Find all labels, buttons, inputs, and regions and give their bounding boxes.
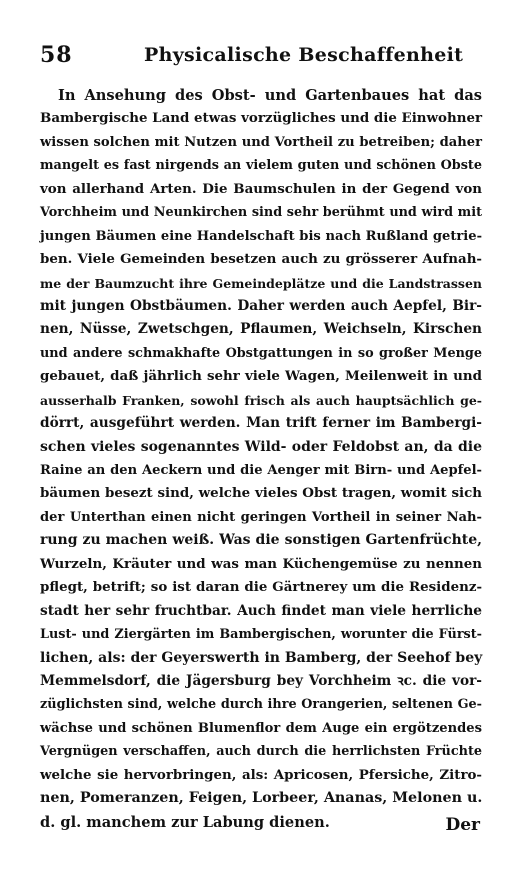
text-line: schen vieles sogenanntes Wild- oder Feldobst an, da die (40, 438, 482, 455)
text-line: Bambergische Land etwas vorzügliches und die Einwohner (40, 110, 483, 127)
text-line: der Unterthan einen nicht geringen Vortheil in seiner Nah- (40, 509, 482, 525)
text-line: stadt her sehr fruchtbar. Auch findet man viele herrliche (40, 602, 482, 619)
text-line: pflegt, betrift; so ist daran die Gärtnerey um die Residenz- (40, 579, 482, 596)
text-line: mangelt es fast nirgends an vielem guten und schönen Obste (40, 158, 482, 174)
text-line: von allerhand Arten. Die Baumschulen in der Gegend von (40, 180, 482, 197)
text-line: bäumen besezt sind, welche vieles Obst tragen, womit sich (40, 485, 482, 502)
catchword: Der (445, 815, 480, 835)
text-line: dörrt, ausgeführt werden. Man trift ferner im Bambergi- (40, 415, 482, 432)
text-line: züglichsten sind, welche durch ihre Orangerien, seltenen Ge- (40, 697, 482, 713)
text-line: nen, Nüsse, Zwetschgen, Pflaumen, Weichseln, Kirschen (40, 321, 482, 338)
text-line: jungen Bäumen eine Handelschaft bis nach Rußland getrie- (40, 228, 482, 244)
text-line: ben. Viele Gemeinden besetzen auch zu grösserer Aufnah- (40, 251, 482, 268)
page-header (40, 42, 480, 70)
text-line: me der Baumzucht ihre Gemeindeplätze und die Landstrassen (40, 275, 482, 291)
text-line: wächse und schönen Blumenflor dem Auge ein ergötzendes (40, 720, 482, 736)
text-line: Vorchheim und Neunkirchen sind sehr berühmt und wird mit (40, 205, 482, 221)
text-line: mit jungen Obstbäumen. Daher werden auch Aepfel, Bir- (40, 297, 482, 314)
text-line: Vergnügen verschaffen, auch durch die herrlichsten Früchte (40, 744, 482, 760)
text-line: welche sie hervorbringen, als: Apricosen, Pfersiche, Zitro- (40, 766, 482, 783)
text-line: Memmelsdorf, die Jägersburg bey Vorchheim ꝛc. die vor- (40, 672, 482, 689)
text-line: d. gl. manchem zur Labung dienen. (40, 813, 330, 831)
running-head: Physicalische Beschaffenheit (144, 44, 464, 66)
text-line: rung zu machen weiß. Was die sonstigen Gartenfrüchte, (40, 532, 482, 549)
text-line: Lust- und Ziergärten im Bambergischen, worunter die Fürst- (40, 627, 482, 643)
page-number: 58 (40, 42, 73, 68)
text-line: In Ansehung des Obst- und Gartenbaues hat das (58, 87, 482, 104)
text-line: lichen, als: der Geyerswerth in Bamberg, der Seehof bey (40, 649, 483, 666)
text-line: Raine an den Aeckern und die Aenger mit Birn- und Aepfel- (40, 463, 482, 478)
text-line: wissen solchen mit Nutzen und Vortheil zu betreiben; daher (40, 134, 482, 150)
text-line: und andere schmakhafte Obstgattungen in so großer Menge (40, 345, 482, 361)
text-line: nen, Pomeranzen, Feigen, Lorbeer, Ananas, Melonen u. (40, 790, 483, 807)
text-line: ausserhalb Franken, sowohl frisch als auch hauptsächlich ge- (40, 392, 482, 408)
text-line: gebauet, daß jährlich sehr viele Wagen, Meilenweit in und (40, 368, 482, 385)
body-text (40, 84, 482, 834)
text-line: Wurzeln, Kräuter und was man Küchengemüse zu nennen (40, 555, 482, 572)
